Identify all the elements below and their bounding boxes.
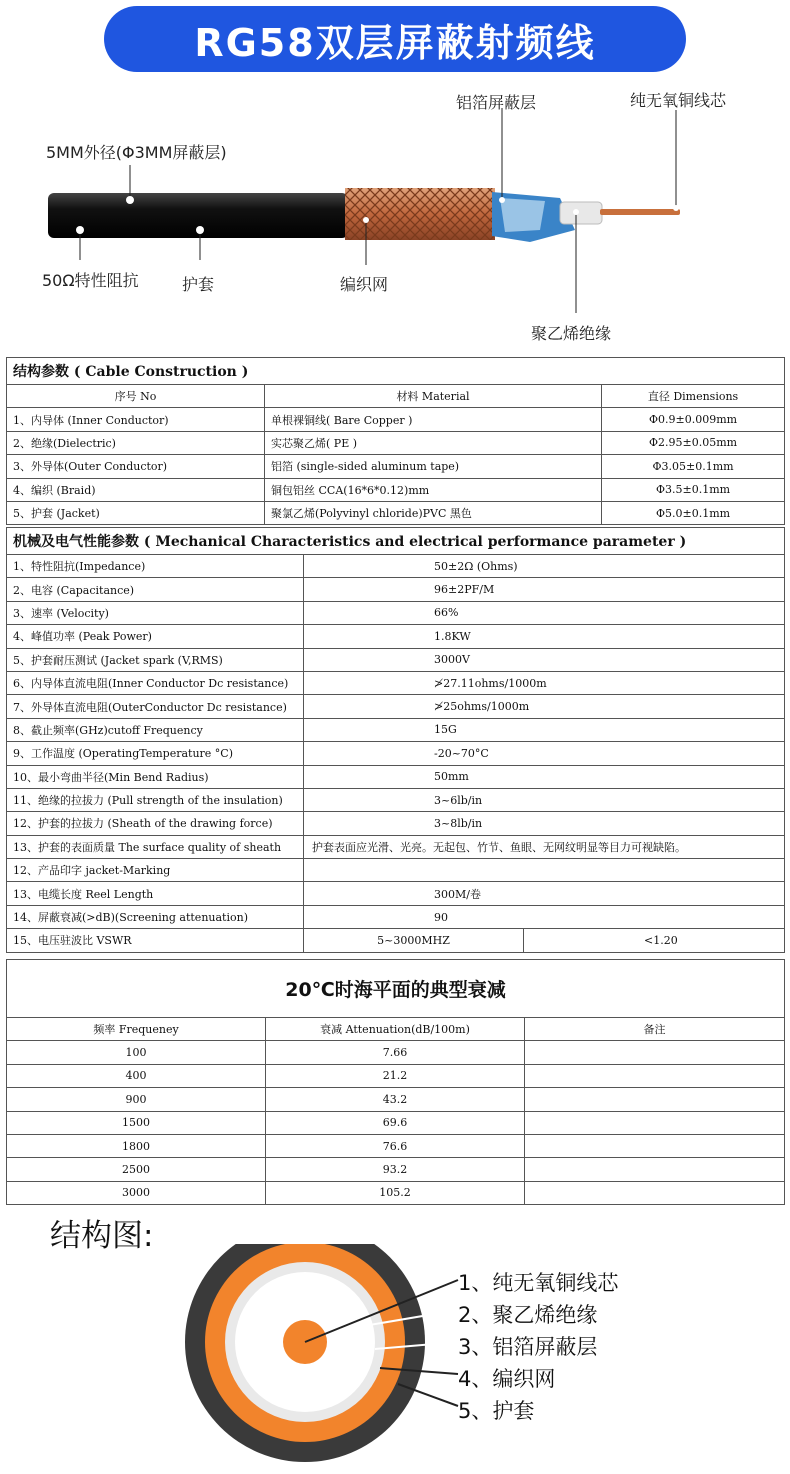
cell: 15、电压驻波比 VSWR (7, 929, 304, 952)
table-row (7, 1041, 785, 1064)
table-header-row (7, 385, 785, 408)
structure-title: 结构图: (50, 1218, 154, 1254)
table-row (7, 812, 785, 835)
cell: 实芯聚乙烯( PE ) (265, 431, 602, 454)
cell: 5、护套耐压测试 (Jacket spark (V,RMS) (7, 648, 304, 671)
cell: 1500 (7, 1111, 266, 1134)
cell (525, 1064, 785, 1087)
cell: 76.6 (266, 1134, 525, 1157)
cell (525, 1111, 785, 1134)
cell: ≯25ohms/1000m (304, 695, 785, 718)
cell: 4、峰值功率 (Peak Power) (7, 625, 304, 648)
cell: 9、工作温度 (OperatingTemperature °C) (7, 742, 304, 765)
construction-title: 结构参数 ( Cable Construction ) (7, 358, 785, 385)
cell: 100 (7, 1041, 266, 1064)
table-row-vswr (7, 929, 785, 952)
cell: 400 (7, 1064, 266, 1087)
table-row (7, 455, 785, 478)
cell: 11、绝缘的拉拔力 (Pull strength of the insulation) (7, 788, 304, 811)
cell: ≯27.11ohms/1000m (304, 671, 785, 694)
legend-item: 2、聚乙烯绝缘 (458, 1303, 598, 1327)
cell: 聚氯乙烯(Polyvinyl chloride)PVC 黑色 (265, 501, 602, 524)
cable-illustration (0, 80, 790, 350)
mechanical-table (6, 527, 785, 953)
table-row (7, 408, 785, 431)
cell: 1、特性阻抗(Impedance) (7, 555, 304, 578)
table-row (7, 671, 785, 694)
mechanical-rows (7, 555, 785, 929)
header-note: 备注 (525, 1018, 785, 1041)
cell: 93.2 (266, 1158, 525, 1181)
table-row (7, 1134, 785, 1157)
table-row (7, 578, 785, 601)
cell: 21.2 (266, 1064, 525, 1087)
label-dielectric: 聚乙烯绝缘 (531, 324, 612, 343)
cell: 3、速率 (Velocity) (7, 601, 304, 624)
table-row (7, 1111, 785, 1134)
cell: 6、内导体直流电阻(Inner Conductor Dc resistance) (7, 671, 304, 694)
cell: 66% (304, 601, 785, 624)
table-row (7, 1064, 785, 1087)
table-row (7, 905, 785, 928)
cross-section-diagram (180, 1244, 460, 1474)
cell: 5、护套 (Jacket) (7, 501, 265, 524)
table-row (7, 1181, 785, 1204)
dielectric-segment (560, 202, 602, 224)
cell (525, 1134, 785, 1157)
cell: Φ0.9±0.009mm (602, 408, 785, 431)
table-header-row (7, 1018, 785, 1041)
table-row (7, 859, 785, 882)
cell: 7、外导体直流电阻(OuterConductor Dc resistance) (7, 695, 304, 718)
cell: 12、护套的拉拔力 (Sheath of the drawing force) (7, 812, 304, 835)
cell: 96±2PF/M (304, 578, 785, 601)
cell (525, 1088, 785, 1111)
cell: 300M/卷 (304, 882, 785, 905)
header-no: 序号 No (7, 385, 265, 408)
table-row (7, 501, 785, 524)
cell: Φ3.5±0.1mm (602, 478, 785, 501)
cell: 43.2 (266, 1088, 525, 1111)
header-material: 材料 Material (265, 385, 602, 408)
attenuation-table (6, 959, 785, 1205)
cell: 3000 (7, 1181, 266, 1204)
construction-section (6, 357, 784, 525)
table-row (7, 718, 785, 741)
cell: Φ2.95±0.05mm (602, 431, 785, 454)
cell: 3、外导体(Outer Conductor) (7, 455, 265, 478)
cell: Φ3.05±0.1mm (602, 455, 785, 478)
cell: 2500 (7, 1158, 266, 1181)
cell: 5~3000MHZ (304, 929, 524, 952)
legend-item: 3、铝箔屏蔽层 (458, 1335, 598, 1359)
attenuation-title: 20℃时海平面的典型衰减 (7, 960, 785, 1018)
table-row (7, 1158, 785, 1181)
cell: 3~8lb/in (304, 812, 785, 835)
header-attenuation: 衰减 Attenuation(dB/100m) (266, 1018, 525, 1041)
page-banner (104, 6, 686, 72)
mechanical-title: 机械及电气性能参数 ( Mechanical Characteristics and electrical performance parameter ) (7, 528, 785, 555)
label-impedance: 50Ω特性阻抗 (42, 271, 139, 290)
label-outer-diameter: 5MM外径(Φ3MM屏蔽层) (46, 143, 227, 162)
cell: 护套表面应光滑、光亮。无起包、竹节、鱼眼、无网纹明显等目力可视缺陷。 (304, 835, 785, 858)
cell: 1800 (7, 1134, 266, 1157)
cell: <1.20 (524, 929, 785, 952)
conductor-segment (600, 209, 680, 215)
cell: 90 (304, 905, 785, 928)
legend-item: 5、护套 (458, 1399, 535, 1423)
cell: 3000V (304, 648, 785, 671)
cell (525, 1041, 785, 1064)
header-frequency: 频率 Frequeney (7, 1018, 266, 1041)
label-jacket: 护套 (182, 275, 215, 294)
label-conductor: 纯无氧铜线芯 (630, 91, 727, 110)
cell: 50mm (304, 765, 785, 788)
cell: 13、护套的表面质量 The surface quality of sheath (7, 835, 304, 858)
table-row (7, 431, 785, 454)
table-row (7, 835, 785, 858)
table-row (7, 625, 785, 648)
cell: 7.66 (266, 1041, 525, 1064)
legend-item: 4、编织网 (458, 1367, 556, 1391)
cell: 2、绝缘(Dielectric) (7, 431, 265, 454)
table-row (7, 882, 785, 905)
table-row (7, 478, 785, 501)
cell: 3~6lb/in (304, 788, 785, 811)
cell (525, 1181, 785, 1204)
table-row (7, 555, 785, 578)
table-row (7, 765, 785, 788)
cell: 1.8KW (304, 625, 785, 648)
label-foil: 铝箔屏蔽层 (456, 93, 537, 112)
cell: Φ5.0±0.1mm (602, 501, 785, 524)
table-row (7, 742, 785, 765)
table-row (7, 601, 785, 624)
cell: 1、内导体 (Inner Conductor) (7, 408, 265, 431)
cell: 铝箔 (single-sided aluminum tape) (265, 455, 602, 478)
cell: -20~70°C (304, 742, 785, 765)
cell: 8、截止频率(GHz)cutoff Frequency (7, 718, 304, 741)
table-row (7, 788, 785, 811)
mechanical-section (6, 527, 784, 953)
table-row (7, 648, 785, 671)
cell: 铜包铝丝 CCA(16*6*0.12)mm (265, 478, 602, 501)
cell: 12、产品印字 jacket-Marking (7, 859, 304, 882)
cell: 13、电缆长度 Reel Length (7, 882, 304, 905)
cell: 105.2 (266, 1181, 525, 1204)
cell: 10、最小弯曲半径(Min Bend Radius) (7, 765, 304, 788)
cable-diagram (0, 80, 790, 350)
attenuation-rows (7, 1041, 785, 1205)
cell: 4、编织 (Braid) (7, 478, 265, 501)
attenuation-section (6, 959, 784, 1205)
table-row (7, 1088, 785, 1111)
table-row (7, 695, 785, 718)
header-dimensions: 直径 Dimensions (602, 385, 785, 408)
construction-table (6, 357, 785, 525)
cell (304, 859, 785, 882)
cell: 2、电容 (Capacitance) (7, 578, 304, 601)
cell: 69.6 (266, 1111, 525, 1134)
cell: 单根裸铜线( Bare Copper ) (265, 408, 602, 431)
cell: 50±2Ω (Ohms) (304, 555, 785, 578)
cell: 900 (7, 1088, 266, 1111)
label-braid: 编织网 (340, 275, 389, 294)
cell (525, 1158, 785, 1181)
cell: 15G (304, 718, 785, 741)
cell: 14、屏蔽衰减(>dB)(Screening attenuation) (7, 905, 304, 928)
banner-title: RG58双层屏蔽射频线 (194, 20, 596, 65)
legend-item: 1、纯无氧铜线芯 (458, 1271, 619, 1295)
